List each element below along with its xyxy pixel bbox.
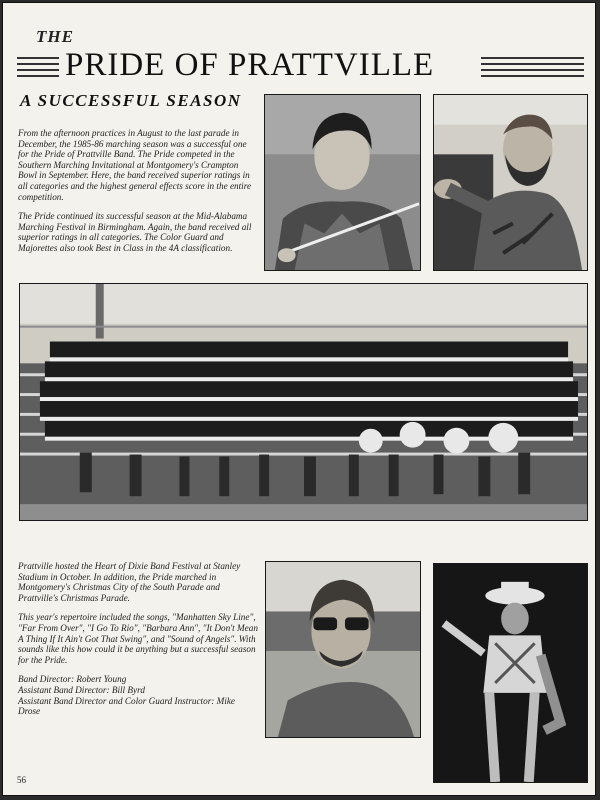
title-rules-left [17,55,59,79]
paragraph-1: From the afternoon practices in August to the last parade in December, the 1985-86 marching season was a successful one for the Pride of Prattville Band. The Pride competed in the Southern Marching Invitational at Montgomery's Crampton Bowl in September. Here, the band received superior ratings in all categories and the highest general effects score in the entire competition. [18,128,252,202]
paragraph-4: This year's repertoire included the songs, "Manhatten Sky Line", "Far From Over", "I Go To Rio", "Barbara Ann", "It Don't Mean A Thing If It Ain't Got That Swing", and "Sound of Angels". With sounds like this how could it be anything but a successful season for the Pride. [18,612,258,665]
page-title: PRIDE OF PRATTVILLE [65,47,435,83]
photo-director-beard [433,94,588,271]
credit-band-director: Band Director: Robert Young [18,674,127,685]
page-number: 56 [17,775,26,785]
photo-director-baton [264,94,421,271]
intro-text [18,128,256,263]
yearbook-page [2,2,596,796]
credit-color-guard-instructor: Assistant Band Director and Color Guard Instructor: Mike Drose [18,695,235,717]
photo-director-sunglasses [265,561,421,738]
title-rules-right [481,55,584,79]
credit-assistant-director: Assistant Band Director: Bill Byrd [18,684,145,695]
season-text [18,561,258,717]
photo-band-group [19,283,588,521]
paragraph-3: Prattville hosted the Heart of Dixie Band Festival at Stanley Stadium in October. In addition, the Pride marched in Montgomery's Christmas City of the South Parade and Prattville's Christmas Parade. [18,561,241,603]
photo-color-guard-performer [433,563,588,783]
header-the: THE [36,27,74,46]
paragraph-2: The Pride continued its successful season at the Mid-Alabama Marching Festival in Birmingham. Again, the band received all superior ratings in all categories. The Color Guard and Majorettes also took Best in Class in the 4A classification. [18,211,252,253]
section-subtitle: A SUCCESSFUL SEASON [20,91,242,110]
